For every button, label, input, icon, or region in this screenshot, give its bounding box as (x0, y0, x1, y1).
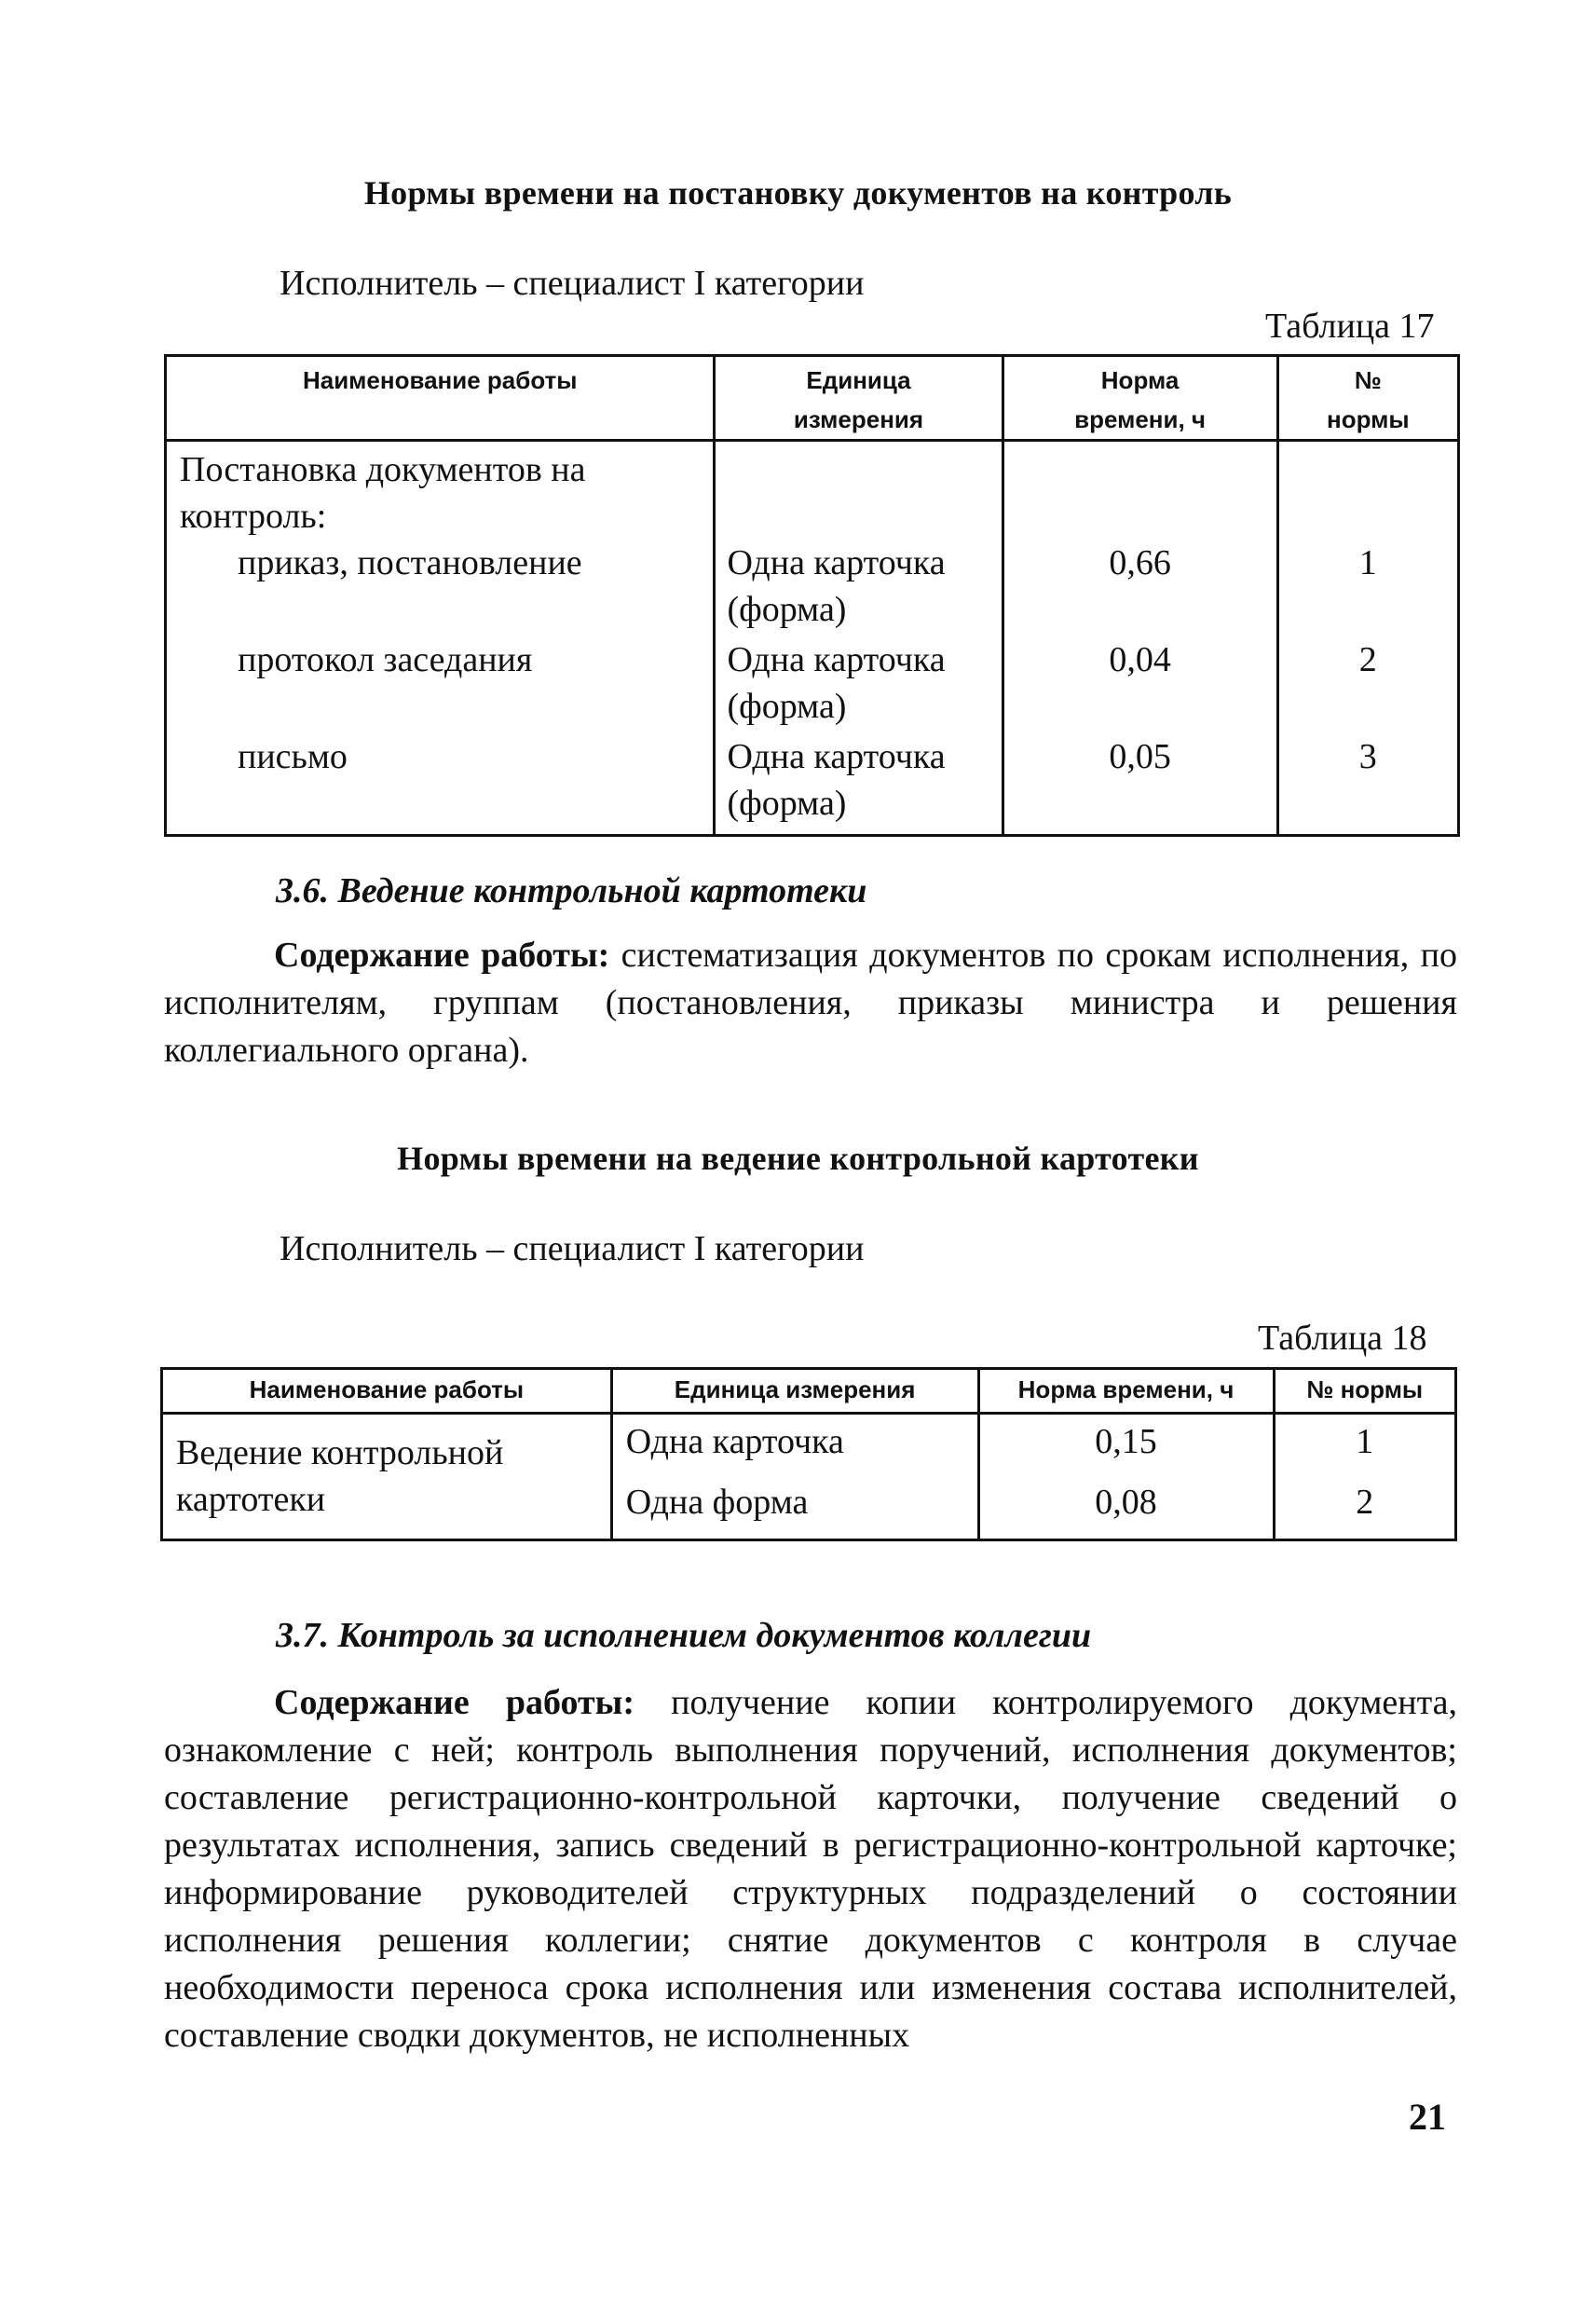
table18-row2-unit: Одна форма (611, 1479, 978, 1540)
table18-name: Ведение контрольной картотеки (176, 1433, 504, 1519)
page-number: 21 (1409, 2096, 1446, 2138)
table17-header-norm (1003, 356, 1277, 441)
table17-norm-cell (1003, 441, 1277, 836)
section-3-6-text: систематизация документов по срокам исполнения, по исполнителям, группам (постановления, приказы министра и решения коллегиального органа). (164, 936, 1457, 1070)
table18-header-name: Наименование работы (162, 1369, 612, 1414)
table17-executor: Исполнитель – специалист I категории (280, 264, 865, 303)
table17-header-num (1277, 356, 1458, 441)
table18-header-norm: Норма времени, ч (978, 1369, 1274, 1414)
table17-row3-unit-line2: (форма) (727, 784, 847, 823)
table18-row1-norm: 0,15 (978, 1414, 1274, 1479)
table17-row2-norm: 0,04 (1109, 640, 1171, 679)
table17-body-row (166, 441, 1459, 836)
table18-executor: Исполнитель – специалист I категории (280, 1229, 865, 1268)
section-3-7-paragraph (164, 1679, 1457, 2059)
table17-row1-name: приказ, постановление (238, 543, 582, 582)
table18-name-cell (162, 1414, 612, 1540)
table17-row3-unit (727, 733, 1001, 827)
table17-name-cell (166, 441, 715, 836)
section-3-7-heading: 3.7. Контроль за исполнением документов коллегии (276, 1616, 1092, 1655)
table17-header-unit-line2: измерения (793, 405, 924, 433)
table17-header-norm-line1: Норма (1100, 366, 1180, 394)
table18-row2-norm: 0,08 (978, 1479, 1274, 1540)
table17-row2-name: протокол заседания (238, 640, 533, 679)
table17-header-name: Наименование работы (166, 356, 715, 441)
table-18 (160, 1367, 1457, 1541)
table17-row1-unit (727, 540, 1001, 636)
table18-caption: Таблица 18 (1258, 1319, 1427, 1358)
table17-header-num-line2: нормы (1327, 405, 1410, 433)
table17-row3-unit-line1: Одна карточка (727, 737, 946, 776)
table17-row2-unit-line1: Одна карточка (727, 640, 946, 679)
section-3-6-paragraph (164, 932, 1457, 1074)
table17-unit-cell (715, 441, 1003, 836)
table17-header-unit (715, 356, 1003, 441)
table17-header-row (166, 356, 1459, 441)
table17-header-unit-line1: Единица (806, 366, 911, 394)
table17-row1-unit-line1: Одна карточка (727, 543, 946, 582)
table17-row2-unit (727, 636, 1001, 733)
table17-row1-norm: 0,66 (1109, 543, 1171, 582)
table17-row3-num: 3 (1358, 737, 1377, 776)
section-3-6-heading: 3.6. Ведение контрольной картотеки (276, 871, 867, 910)
table17-row1-unit-line2: (форма) (727, 590, 847, 629)
table17-row1-num: 1 (1358, 543, 1377, 582)
table17-caption: Таблица 17 (1265, 307, 1435, 346)
table18-row2-num: 2 (1274, 1479, 1456, 1540)
table17-row3-norm: 0,05 (1109, 737, 1171, 776)
table18-header-num: № нормы (1274, 1369, 1456, 1414)
table18-row1 (162, 1414, 1456, 1479)
table17-title: Нормы времени на постановку документов на контроль (363, 174, 1233, 212)
table17-row3-name: письмо (238, 737, 348, 776)
table18-row1-unit: Одна карточка (611, 1414, 978, 1479)
section-3-7-label: Содержание работы: (274, 1683, 635, 1722)
table17-group-label: Постановка документов на контроль: (180, 450, 586, 536)
section-3-7-text: получение копии контролируемого документа, ознакомление с ней; контроль выполнения поручений, исполнения документов; составление регистрационно-контрольной карточки, получение сведений о результатах исполнения, запись сведений в регистрационно-контрольной карточке; информирование руководителей структурных подразделений о состоянии исполнения решения коллегии; снятие документов с контроля в случае необходимости переноса срока исполнения или изменения состава исполнителей, составление сводки документов, не исполненных (164, 1683, 1458, 2055)
table18-header-unit: Единица измерения (611, 1369, 978, 1414)
table17-row2-unit-line2: (форма) (727, 687, 847, 726)
table18-row1-num: 1 (1274, 1414, 1456, 1479)
table17-row2-num: 2 (1358, 640, 1377, 679)
table17-num-cell (1277, 441, 1458, 836)
table17-header-num-line1: № (1354, 366, 1382, 394)
table18-header-row (162, 1369, 1456, 1414)
table18-title: Нормы времени на ведение контрольной картотеки (397, 1140, 1199, 1177)
section-3-6-label: Содержание работы: (274, 936, 610, 975)
table17-header-norm-line2: времени, ч (1074, 405, 1207, 433)
table-17 (164, 354, 1460, 837)
